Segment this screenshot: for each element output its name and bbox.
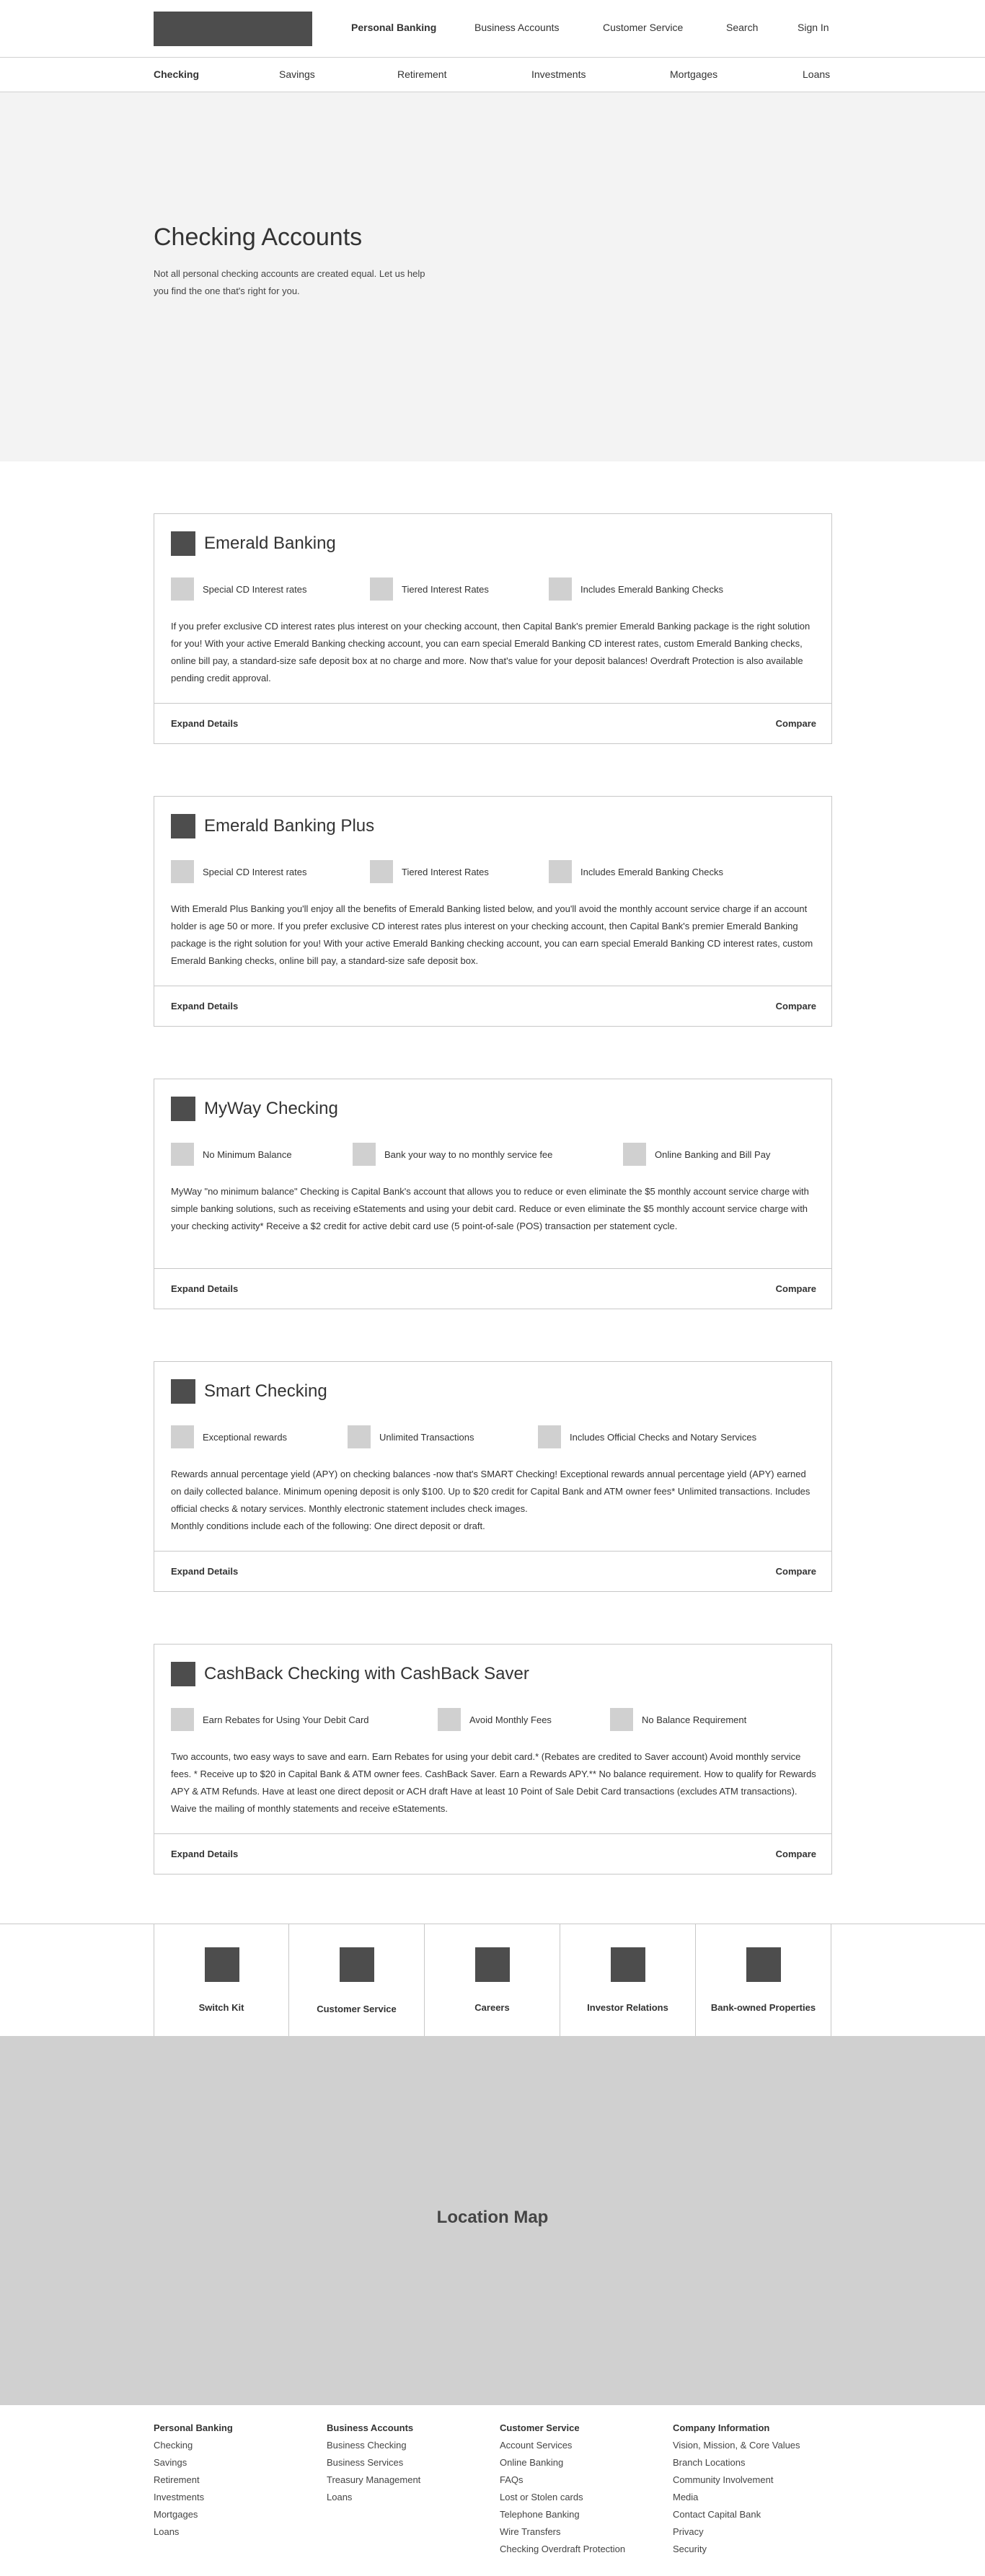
expand-details-link[interactable]: Expand Details [171,1849,239,1859]
nav-search[interactable]: Search [726,22,759,33]
card-footer [154,1833,831,1874]
footer-link[interactable]: Branch Locations [673,2457,746,2468]
card-footer [154,1551,831,1591]
footer-link[interactable]: Account Services [500,2440,573,2451]
feature-icon [538,1425,561,1448]
subnav-retirement[interactable]: Retirement [397,68,447,80]
quick-links [0,1924,985,2036]
card-description: MyWay "no minimum balance" Checking is Capital Bank's account that allows you to reduce or even eliminate the $5 monthly account service charge with simple banking solutions, such as receiving eStatements and using your debit card. Reduce or even eliminate the $5 monthly account service charge with your checking activity* Receive a $2 credit for active debit card use (5 point-of-sale (POS) transaction per statement cycle. [171,1186,809,1231]
footer-link[interactable]: Lost or Stolen cards [500,2492,583,2502]
hero [0,92,985,461]
investor-relations-icon [611,1947,645,1982]
footer-link[interactable]: Telephone Banking [500,2509,580,2520]
feature-icon [610,1708,633,1731]
card-description: With Emerald Plus Banking you'll enjoy all the benefits of Emerald Banking listed below, and you'll avoid the monthly account service charge if an account holder is age 50 or more. If you prefer exclusive CD interest rates plus interest on your checking account, then Capital Bank's premier Emerald Banking package is the right solution for you! With your active Emerald Banking checking account, you can earn special Emerald Banking CD interest rates, custom Emerald Banking checks, online bill pay, a standard-size safe deposit box. [171,903,813,966]
footer-column-personal-banking [154,2422,312,2544]
footer-link[interactable]: Retirement [154,2474,200,2485]
feature-icon [171,1143,194,1166]
product-icon [171,1662,195,1686]
quick-link-label: Bank-owned Properties [710,2002,816,2013]
feature-item [438,1708,552,1731]
subnav-loans[interactable]: Loans [803,68,831,80]
feature-label: Tiered Interest Rates [402,583,489,595]
footer-link[interactable]: Wire Transfers [500,2526,561,2537]
card-footer [154,703,831,743]
footer-link[interactable]: Privacy [673,2526,704,2537]
compare-link[interactable]: Compare [775,1001,816,1012]
quick-link-switch-kit[interactable] [154,1924,289,2037]
feature-item [353,1143,552,1166]
footer-link[interactable]: Checking Overdraft Protection [500,2544,626,2554]
footer-link[interactable]: Security [673,2544,707,2554]
feature-item [171,577,307,601]
hero-text: Not all personal checking accounts are created equal. Let us help you find the one that's right for you. [154,268,425,296]
subnav-savings[interactable]: Savings [279,68,315,80]
feature-item [171,1708,369,1731]
quick-link-label: Switch Kit [198,2002,244,2013]
feature-item [171,1425,287,1448]
card-description-block [171,1466,816,1535]
footer-link[interactable]: Loans [154,2526,180,2537]
footer-link[interactable]: Checking [154,2440,193,2451]
expand-details-link[interactable]: Expand Details [171,1283,239,1294]
card-description: If you prefer exclusive CD interest rates plus interest on your checking account, then Capital Bank's premier Emerald Banking package is the right solution for you! With your active Emerald Banking checking account, you can earn special Emerald Banking CD interest rates, custom Emerald Banking checks, online bill pay, a standard-size safe deposit box at no charge and more. Now that's value for your deposit balances! Overdraft Protection is also available pending credit approval. [171,621,810,683]
feature-icon [549,860,572,883]
card-header [171,1097,338,1121]
feature-item [538,1425,756,1448]
feature-icon [171,1425,194,1448]
footer-link[interactable]: FAQs [500,2474,524,2485]
quick-link-bank-owned-properties[interactable] [696,1924,831,2037]
feature-item [610,1708,746,1731]
card-title: Emerald Banking [204,534,336,553]
feature-label: Earn Rebates for Using Your Debit Card [203,1714,369,1725]
card-header [171,531,336,556]
nav-sign-in[interactable]: Sign In [798,22,829,33]
card-description: Rewards annual percentage yield (APY) on checking balances -now that's SMART Checking! Exceptional rewards annual percentage yield (APY) earned on daily collected balance. Minimum opening deposit is only $100. Up to $20 credit for Capital Bank and ATM owner fees* Unlimited transactions. Includes official checks & notary services. Monthly electronic statement includes check images. [171,1469,810,1514]
feature-item [370,577,489,601]
quick-link-customer-service[interactable] [289,1924,425,2037]
subnav-checking[interactable]: Checking [154,68,200,80]
customer-service-icon [340,1947,374,1982]
quick-link-label: Careers [474,2002,510,2013]
top-header [0,0,985,58]
feature-label: Includes Emerald Banking Checks [580,583,723,595]
footer-link[interactable]: Community Involvement [673,2474,774,2485]
nav-business-accounts[interactable]: Business Accounts [474,22,560,33]
feature-label: No Minimum Balance [203,1148,292,1160]
feature-label: Special CD Interest rates [203,866,307,877]
map-label: Location Map [436,2208,549,2227]
card-header [171,1662,529,1686]
card-title: Smart Checking [204,1381,327,1401]
quick-link-careers[interactable] [425,1924,560,2037]
card-title: Emerald Banking Plus [204,816,375,836]
feature-label: Exceptional rewards [203,1431,288,1443]
quick-link-investor-relations[interactable] [560,1924,696,2037]
feature-item [171,860,307,883]
quick-link-label: Customer Service [317,2004,397,2014]
feature-label: Includes Official Checks and Notary Services [570,1431,757,1443]
feature-label: Bank your way to no monthly service fee [384,1148,553,1160]
feature-item [370,860,489,883]
footer-link[interactable]: Business Services [327,2457,404,2468]
feature-icon [549,577,572,601]
card-header [171,1379,327,1404]
product-card-emerald-banking-plus [154,796,832,1027]
feature-icon [438,1708,461,1731]
nav-customer-service[interactable]: Customer Service [603,22,684,33]
feature-label: Unlimited Transactions [379,1431,474,1443]
feature-icon [171,577,194,601]
footer-link[interactable]: Loans [327,2492,353,2502]
footer-heading: Personal Banking [154,2422,233,2433]
feature-label: Special CD Interest rates [203,583,307,595]
quick-link-label: Investor Relations [587,2002,668,2013]
product-card-smart-checking [154,1361,832,1592]
feature-icon [623,1143,646,1166]
compare-link[interactable]: Compare [775,718,816,729]
card-description: Two accounts, two easy ways to save and earn. Earn Rebates for using your debit card.* (Rebates are credited to Saver account) Avoid monthly service fees. * Receive up to $20 in Capital Bank & ATM owner fees. CashBack Saver. Earn a Rewards APY.** No balance requirement. How to qualify for Rewards APY & ATM Refunds. Have at least one direct deposit or ACH draft Have at least 10 Point of Sale Debit Card transactions (excludes ATM transactions). Waive the mailing of monthly statements and receive eStatements. [171,1751,816,1814]
feature-label: Online Banking and Bill Pay [655,1148,771,1160]
sub-nav [0,58,985,92]
product-icon [171,1379,195,1404]
feature-icon [348,1425,371,1448]
feature-icon [353,1143,376,1166]
footer-column-company-information [673,2422,831,2561]
expand-details-link[interactable]: Expand Details [171,718,239,729]
expand-details-link[interactable]: Expand Details [171,1566,239,1577]
bank-logo[interactable] [154,12,312,46]
feature-label: Avoid Monthly Fees [469,1714,552,1725]
properties-icon [746,1947,781,1982]
footer-link[interactable]: Media [673,2492,699,2502]
switch-kit-icon [205,1947,239,1982]
footer-link[interactable]: Treasury Management [327,2474,421,2485]
compare-link[interactable]: Compare [775,1849,816,1859]
card-description-conditions: Monthly conditions include each of the following: One direct deposit or draft. [171,1521,485,1531]
page-title: Checking Accounts [154,223,363,251]
footer-link[interactable]: Online Banking [500,2457,564,2468]
footer-heading: Company Information [673,2422,770,2433]
product-card-emerald-banking [154,513,832,744]
feature-icon [171,1708,194,1731]
footer-link[interactable]: Mortgages [154,2509,198,2520]
card-footer [154,1268,831,1309]
footer-link[interactable]: Savings [154,2457,187,2468]
feature-icon [171,860,194,883]
footer-column-business-accounts [327,2422,485,2509]
product-card-myway-checking [154,1079,832,1309]
card-title: CashBack Checking with CashBack Saver [204,1664,529,1683]
expand-details-link[interactable]: Expand Details [171,1001,239,1012]
product-icon [171,531,195,556]
feature-item [623,1143,770,1166]
feature-label: No Balance Requirement [642,1714,747,1725]
location-map[interactable] [0,2036,985,2405]
product-icon [171,1097,195,1121]
feature-label: Tiered Interest Rates [402,866,489,877]
footer-link[interactable]: Vision, Mission, & Core Values [673,2440,800,2451]
card-footer [154,986,831,1026]
card-header [171,814,374,838]
footer-column-customer-service [500,2422,658,2561]
feature-item [171,1143,292,1166]
footer-heading: Customer Service [500,2422,580,2433]
feature-label: Includes Emerald Banking Checks [580,866,723,877]
feature-item [348,1425,474,1448]
subnav-mortgages[interactable]: Mortgages [670,68,718,80]
feature-item [549,577,723,601]
feature-icon [370,860,393,883]
compare-link[interactable]: Compare [775,1283,816,1294]
product-icon [171,814,195,838]
footer-link[interactable]: Investments [154,2492,205,2502]
nav-personal-banking[interactable]: Personal Banking [351,22,437,33]
card-title: MyWay Checking [204,1099,338,1118]
feature-item [549,860,723,883]
footer-link[interactable]: Business Checking [327,2440,407,2451]
footer-heading: Business Accounts [327,2422,414,2433]
careers-icon [475,1947,510,1982]
subnav-investments[interactable]: Investments [531,68,586,80]
footer-link[interactable]: Contact Capital Bank [673,2509,761,2520]
compare-link[interactable]: Compare [775,1566,816,1577]
product-card-cashback-checking [154,1644,832,1875]
feature-icon [370,577,393,601]
